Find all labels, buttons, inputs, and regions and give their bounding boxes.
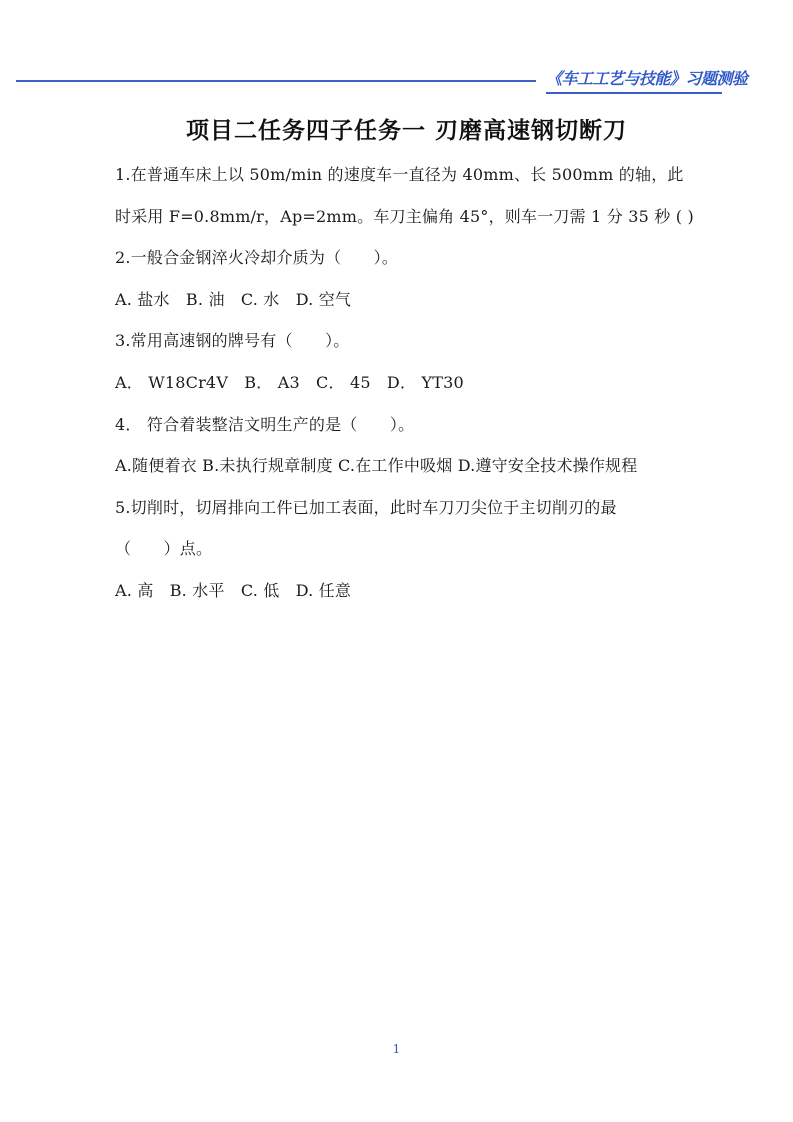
question-4-options: A.随便着衣 B.未执行规章制度 C.在工作中吸烟 D.遵守安全技术操作规程 <box>115 456 638 476</box>
question-5-line-1: 5.切削时，切屑排向工件已加工表面，此时车刀刀尖位于主切削刃的最 <box>115 497 617 517</box>
question-3-options: A． W18Cr4V B． A3 C． 45 D． YT30 <box>115 372 464 392</box>
question-5-line-2: （ ）点。 <box>115 539 213 559</box>
question-5-options: A. 高 B. 水平 C. 低 D. 任意 <box>115 580 352 600</box>
question-2: 2.一般合金钢淬火冷却介质为（ ）。 <box>115 248 399 268</box>
question-4: 4． 符合着装整洁文明生产的是（ ）。 <box>115 414 415 434</box>
page-number: 1 <box>392 1042 401 1056</box>
header-title: 《车工工艺与技能》习题测验 <box>546 66 722 94</box>
header-rule <box>16 80 536 82</box>
document-body <box>115 154 705 612</box>
question-1-line-2: 时采用 F=0.8mm/r，Ap=2mm。车刀主偏角 45°，则车一刀需 1 分 35 秒 ( ) <box>115 206 694 226</box>
question-2-options: A. 盐水 B. 油 C. 水 D. 空气 <box>115 289 352 309</box>
question-1-line-1: 1.在普通车床上以 50m/min 的速度车一直径为 40mm、长 500mm 的轴，此 <box>115 165 684 184</box>
question-3: 3.常用高速钢的牌号有（ ）。 <box>115 331 350 351</box>
document-title: 项目二任务四子任务一 刃磨高速钢切断刀 <box>186 118 628 144</box>
